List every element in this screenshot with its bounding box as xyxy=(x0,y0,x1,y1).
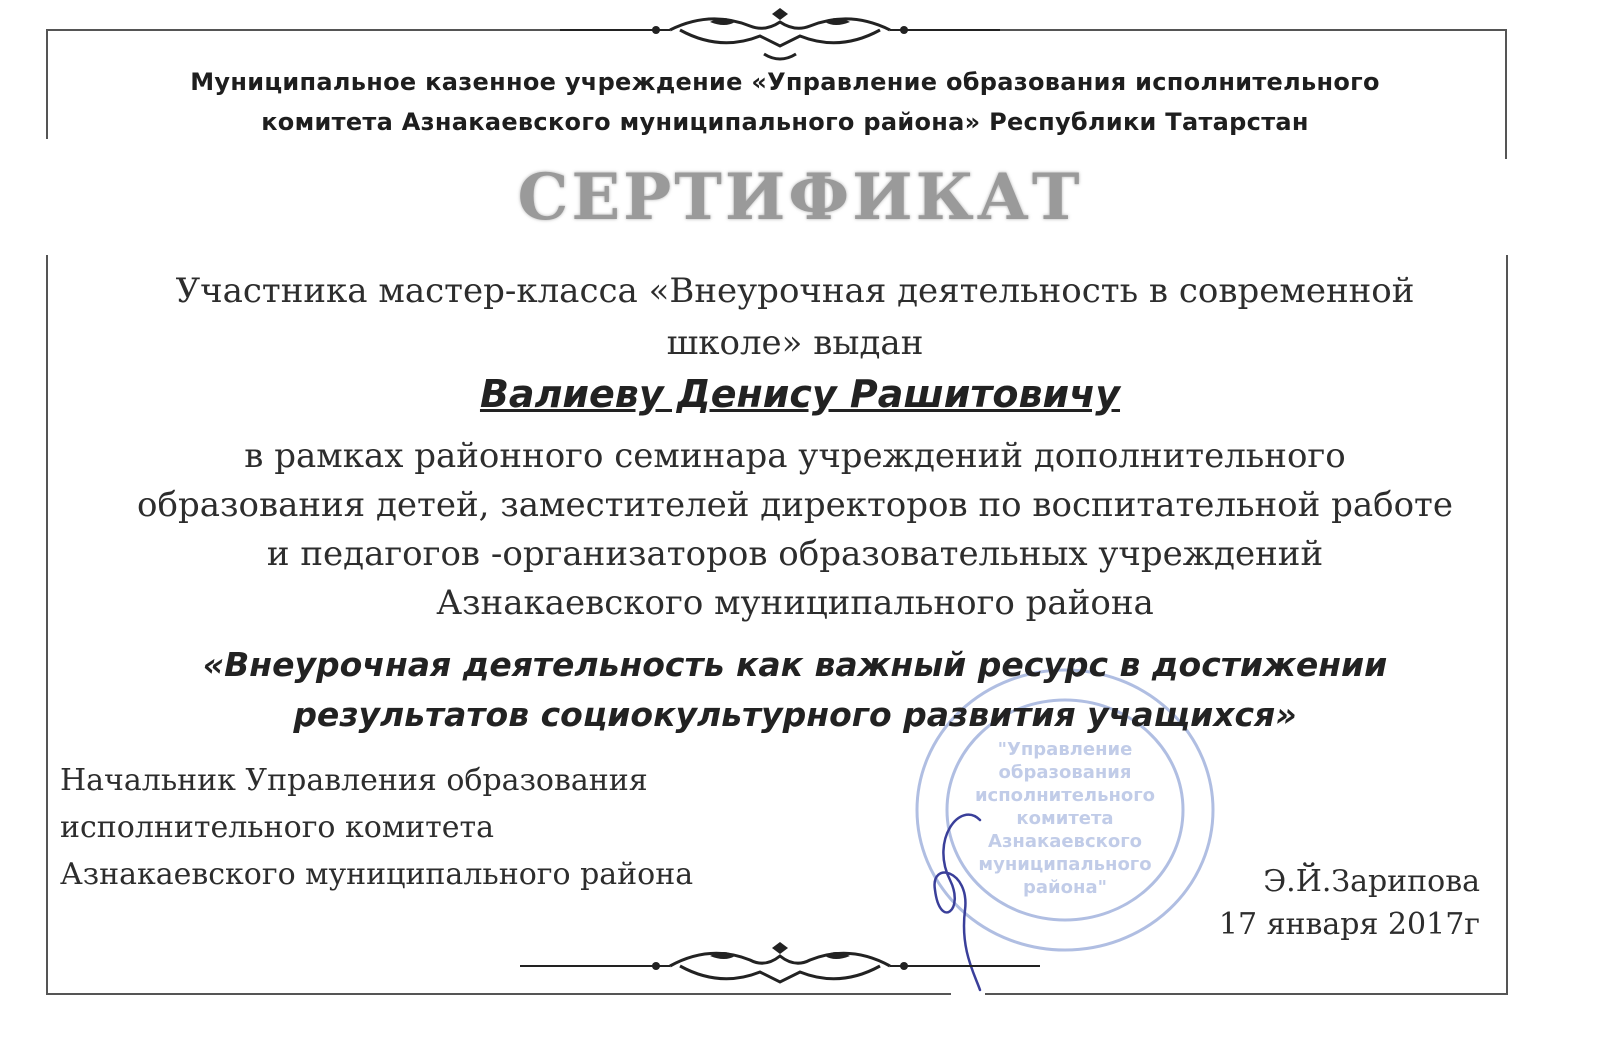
svg-text:района": района" xyxy=(1023,877,1107,898)
seminar-line-1: в рамках районного семинара учреждений дополнительного xyxy=(244,436,1346,476)
seminar-line-3: и педагогов -организаторов образовательных учреждений xyxy=(266,534,1324,574)
frame-bottom-right-line xyxy=(985,993,1508,995)
svg-text:Азнакаевского: Азнакаевского xyxy=(988,831,1142,852)
intro-line-1: Участника мастер-класса «Внеурочная деятельность в современной xyxy=(175,271,1415,311)
organization-header xyxy=(60,62,1510,142)
seminar-line-4: Азнакаевского муниципального района xyxy=(436,583,1154,623)
signer-name: Э.Й.Зарипова xyxy=(1263,864,1480,899)
svg-text:исполнительного: исполнительного xyxy=(974,785,1156,806)
position-line-3: Азнакаевского муниципального района xyxy=(60,857,694,892)
seminar-topic xyxy=(60,640,1530,740)
bottom-ornament-icon xyxy=(520,940,1040,996)
topic-line-2: результатов социокультурного развития учащихся» xyxy=(293,695,1297,734)
topic-line-1: «Внеурочная деятельность как важный ресурс в достижении xyxy=(202,645,1388,684)
signatory-position xyxy=(60,757,760,898)
seminar-description xyxy=(60,432,1530,628)
certificate-title: СЕРТИФИКАТ xyxy=(517,160,1083,235)
frame-left-line-upper xyxy=(46,29,48,139)
svg-text:образования: образования xyxy=(998,762,1132,783)
seminar-line-2: образования детей, заместителей директоров по воспитательной работе xyxy=(137,485,1453,525)
frame-left-line-lower xyxy=(46,255,48,995)
org-line-1: Муниципальное казенное учреждение «Управление образования исполнительного xyxy=(190,68,1380,96)
intro-line-2: школе» выдан xyxy=(666,323,924,363)
recipient-name: Валиеву Денису Рашитовичу xyxy=(479,372,1121,416)
position-line-2: исполнительного комитета xyxy=(60,810,494,845)
svg-text:комитета: комитета xyxy=(1016,808,1114,829)
intro-text xyxy=(80,265,1510,369)
issue-date: 17 января 2017г xyxy=(1218,907,1480,942)
position-line-1: Начальник Управления образования xyxy=(60,763,648,798)
frame-top-right-line xyxy=(955,29,1505,31)
signer-block xyxy=(1150,860,1480,946)
frame-top-left-line xyxy=(48,29,608,31)
svg-text:муниципального: муниципального xyxy=(978,854,1152,875)
top-ornament-icon xyxy=(560,8,1000,68)
org-line-2: комитета Азнакаевского муниципального района» Республики Татарстан xyxy=(261,108,1309,136)
svg-text:"Управление: "Управление xyxy=(997,739,1133,760)
